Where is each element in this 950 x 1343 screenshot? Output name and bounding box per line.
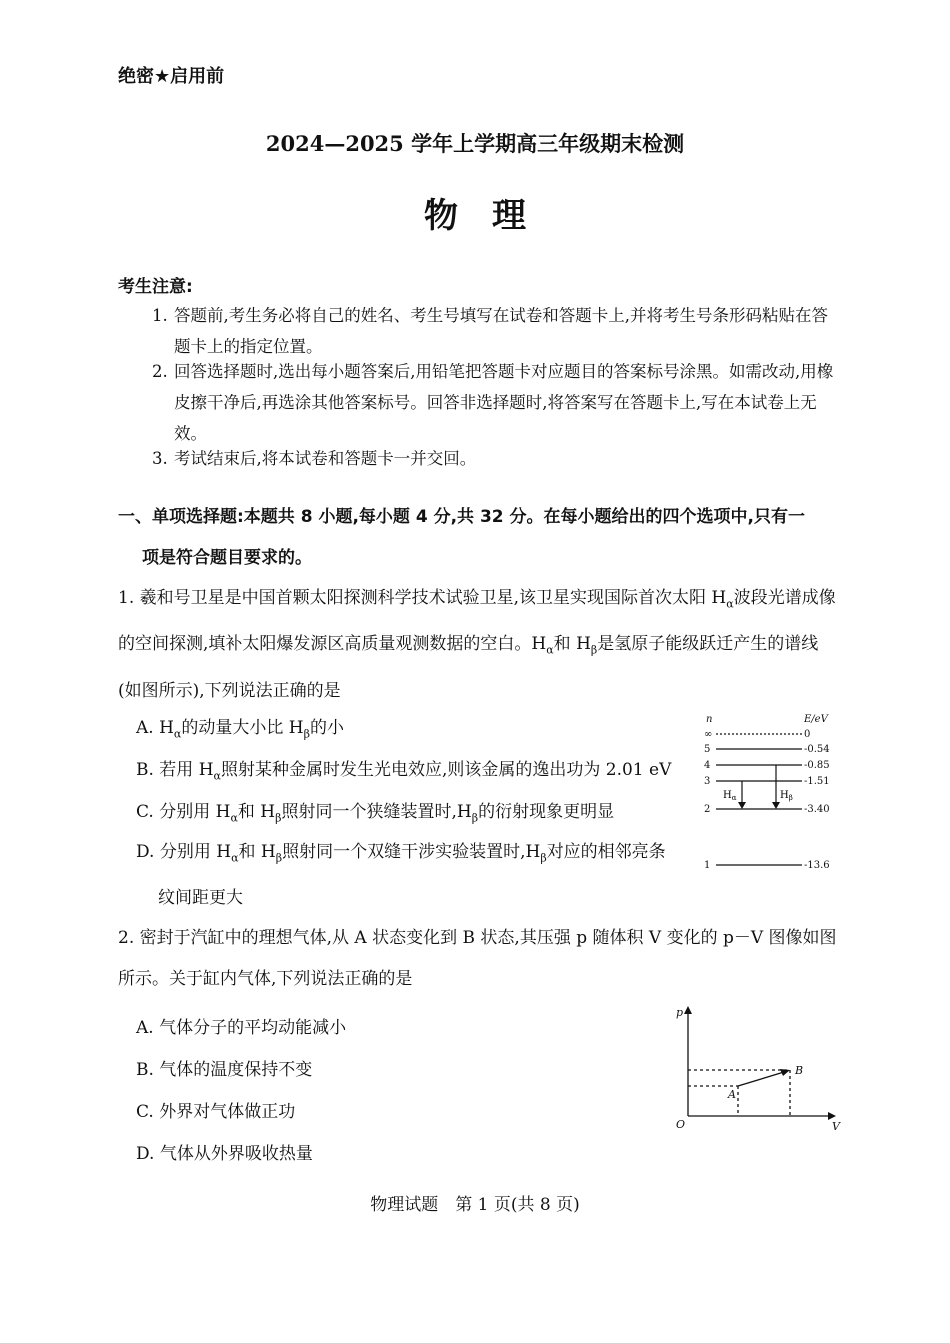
notice-item: [152, 300, 842, 362]
notice-number: 3.: [152, 449, 168, 468]
level-energy: -3.40: [804, 804, 830, 815]
notice-item: [152, 356, 842, 449]
energy-axis-label: E/eV: [804, 714, 828, 725]
level-n: 2: [704, 804, 711, 815]
notice-item: [152, 443, 842, 474]
section-heading: [118, 497, 838, 579]
question-1-option-b: B. 若用 $H_\alpha$照射某种金属时发生光电效应,则该金属的逸出功为 2.01 eV: [136, 760, 672, 783]
question-1-option-d: D. 分别用 $H_\alpha$和 $H_\beta$照射同一个双缝干涉实验装置时$,H_\beta$对应的相邻亮条 纹间距更大: [136, 842, 666, 909]
notice-text: 答题前,考生务必将自己的姓名、考生号填写在试卷和答题卡上,并将考生号条形码粘贴在答题卡上的指定位置。: [174, 306, 828, 356]
confidential-label: 绝密★启用前: [118, 66, 225, 87]
section-heading-line2: 项是符合题目要求的。: [142, 548, 312, 568]
h-beta-arrowhead: [772, 802, 780, 809]
question-1-stem: 1. 羲和号卫星是中国首颗太阳探测科学技术试验卫星,该卫星实现国际首次太阳 $H_\alpha$波段光谱成像的空间探测,填补太阳爆发源区高质量观测数据的空白。$H_\alpha$和 $H_\beta$是氢原子能级跃迁产生的谱线(如图所示),下列说法正确的是: [118, 588, 836, 701]
notice-text: 考试结束后,将本试卷和答题卡一并交回。: [174, 449, 477, 468]
question-2-option-d: D. 气体从外界吸收热量: [136, 1144, 313, 1164]
p-label: p: [676, 1006, 684, 1019]
level-n: 3: [704, 776, 711, 787]
section-heading-line1: 一、单项选择题:本题共 8 小题,每小题 4 分,共 32 分。在每小题给出的四个选项中,只有一: [118, 507, 805, 527]
level-energy: -1.51: [804, 776, 830, 787]
level-energy: -0.85: [804, 760, 830, 771]
h-alpha-arrowhead: [738, 802, 746, 809]
level-energy: -13.6: [804, 860, 830, 871]
h-alpha-label: $H_\alpha$: [723, 790, 737, 802]
question-2-option-b: B. 气体的温度保持不变: [136, 1060, 313, 1080]
point-a-label: A: [728, 1088, 736, 1101]
point-b-label: B: [795, 1064, 804, 1077]
notice-number: 2.: [152, 362, 168, 381]
origin-label: O: [676, 1118, 686, 1131]
process-arrow: [780, 1069, 790, 1076]
v-axis-arrow: [828, 1112, 836, 1120]
level-n: 5: [704, 744, 711, 755]
question-2-option-c: C. 外界对气体做正功: [136, 1102, 296, 1122]
notice-number: 1.: [152, 306, 168, 325]
page-footer: 物理试题 第 1 页(共 8 页): [370, 1195, 580, 1215]
notice-heading: 考生注意:: [118, 277, 193, 297]
exam-title: 2024—2025 学年上学期高三年级期末检测: [265, 131, 685, 156]
notice-text: 回答选择题时,选出每小题答案后,用铅笔把答题卡对应题目的答案标号涂黑。如需改动,用橡皮擦干净后,再选涂其他答案标号。回答非选择题时,将答案写在答题卡上,写在本试卷上无效。: [174, 362, 834, 443]
process-line: [738, 1072, 784, 1086]
subject-title: 物理: [424, 196, 560, 236]
level-n: 1: [704, 860, 711, 871]
question-1-option-c: C. 分别用 $H_\alpha$和 $H_\beta$照射同一个狭缝装置时$,H_\beta$的衍射现象更明显: [136, 802, 615, 825]
n-axis-label: n: [706, 714, 713, 725]
h-beta-label: $H_\beta$: [780, 790, 793, 802]
question-2-option-a: A. 气体分子的平均动能减小: [136, 1018, 347, 1038]
p-axis-arrow: [684, 1006, 692, 1014]
pv-diagram: [672, 1004, 842, 1132]
question-1-option-a: A. $H_\alpha$的动量大小比 $H_\beta$的小: [136, 718, 344, 741]
level-energy: -0.54: [804, 744, 830, 755]
v-label: V: [832, 1120, 840, 1132]
question-2-stem: 2. 密封于汽缸中的理想气体,从 A 状态变化到 B 状态,其压强 p 随体积 V 变化的 p－V 图像如图所示。关于缸内气体,下列说法正确的是: [118, 928, 837, 989]
level-n: ∞: [704, 729, 713, 740]
level-n: 4: [704, 760, 711, 771]
energy-level-diagram: [700, 706, 840, 878]
level-energy: 0: [804, 729, 811, 740]
